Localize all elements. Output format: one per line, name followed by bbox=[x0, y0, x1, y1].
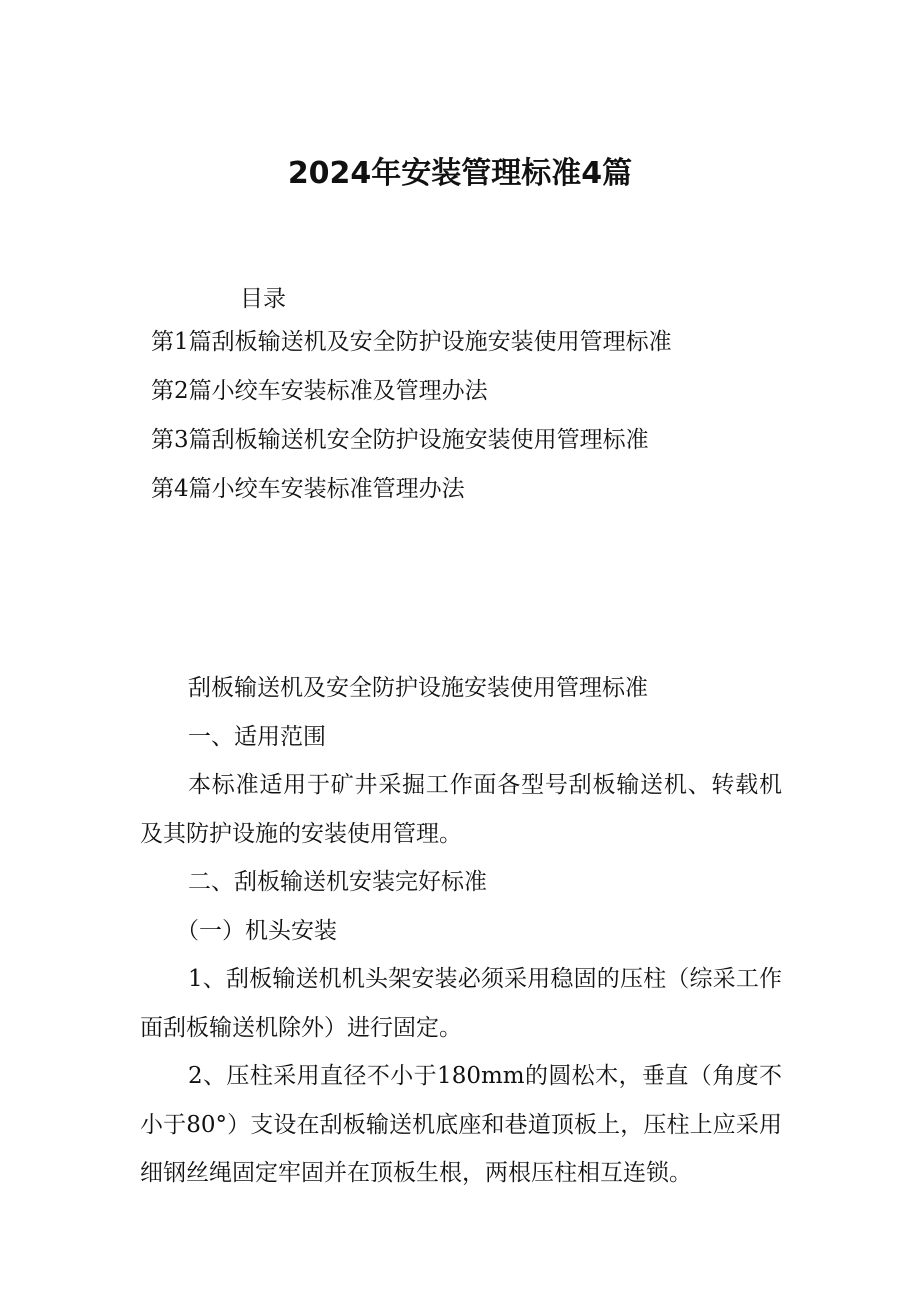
toc-heading: 目录 bbox=[240, 286, 286, 312]
toc-item-2: 第2篇小绞车安装标准及管理办法 bbox=[151, 378, 488, 404]
heading-scope: 一、适用范围 bbox=[188, 723, 326, 750]
paragraph-scope: 本标准适用于矿井采掘工作面各型号刮板输送机、转载机及其防护设施的安装使用管理。 bbox=[140, 772, 782, 847]
toc-item-3: 第3篇刮板输送机安全防护设施安装使用管理标准 bbox=[151, 427, 649, 453]
document-title: 2024年安装管理标准4篇 bbox=[287, 156, 633, 191]
section-title: 刮板输送机及安全防护设施安装使用管理标准 bbox=[188, 675, 648, 701]
table-of-contents bbox=[151, 327, 672, 523]
subheading-head-installation: （一）机头安装 bbox=[176, 917, 337, 944]
paragraph-item-2: 2、压柱采用直径不小于180mm的圆松木，垂直（角度不小于80°）支设在刮板输送机底座和巷道顶板上，压柱上应采用细钢丝绳固定牢固并在顶板生根，两根压柱相互连锁。 bbox=[140, 1063, 782, 1186]
heading-installation-standard: 二、刮板输送机安装完好标准 bbox=[188, 869, 487, 895]
toc-item-1: 第1篇刮板输送机及安全防护设施安装使用管理标准 bbox=[151, 329, 672, 355]
toc-item-4: 第4篇小绞车安装标准管理办法 bbox=[151, 476, 465, 502]
document-body bbox=[140, 664, 782, 1198]
paragraph-item-1: 1、刮板输送机机头架安装必须采用稳固的压柱（综采工作面刮板输送机除外）进行固定。 bbox=[140, 966, 782, 1041]
